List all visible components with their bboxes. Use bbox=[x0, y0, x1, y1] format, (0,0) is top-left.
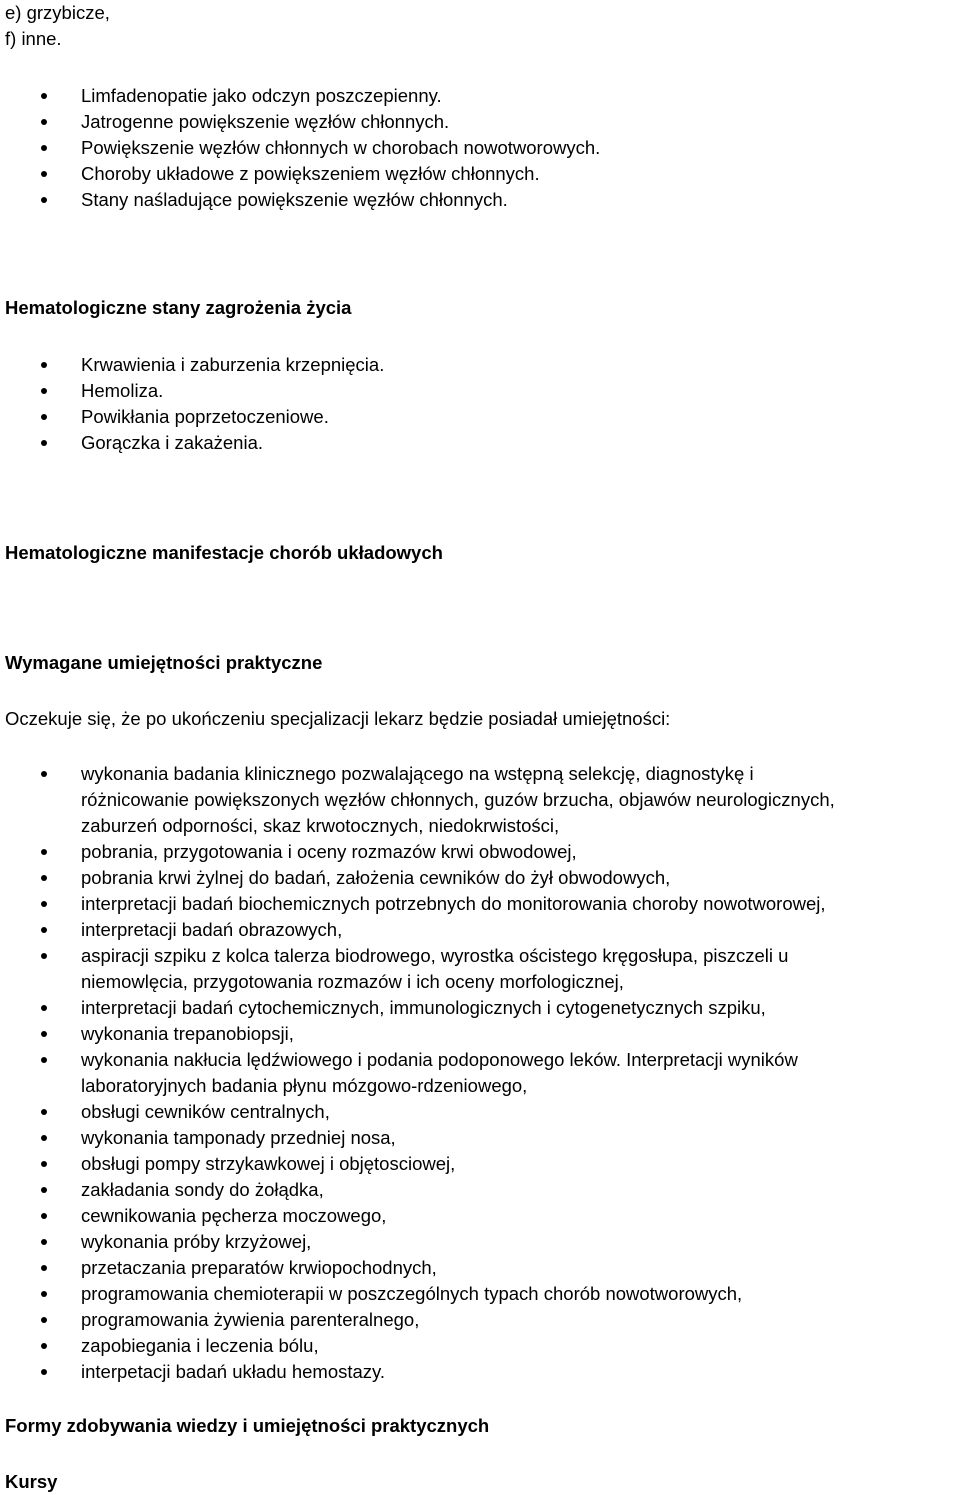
bullet-icon bbox=[41, 414, 47, 420]
bullet-icon bbox=[41, 171, 47, 177]
bullet-icon bbox=[41, 953, 47, 959]
bullet-list-emergencies bbox=[0, 352, 960, 456]
bullet-icon bbox=[41, 362, 47, 368]
list-item: zakładania sondy do żołądka, bbox=[0, 1177, 960, 1203]
list-item: Choroby układowe z powiększeniem węzłów chłonnych. bbox=[0, 161, 960, 187]
list-item: Powiększenie węzłów chłonnych w chorobach nowotworowych. bbox=[0, 135, 960, 161]
bullet-icon bbox=[41, 1057, 47, 1063]
bullet-icon bbox=[41, 1187, 47, 1193]
list-item-e: e) grzybicze, bbox=[5, 2, 110, 23]
bullet-icon bbox=[41, 388, 47, 394]
list-item: cewnikowania pęcherza moczowego, bbox=[0, 1203, 960, 1229]
list-item-f: f) inne. bbox=[5, 28, 62, 49]
bullet-icon bbox=[41, 1239, 47, 1245]
bullet-list-skills bbox=[0, 761, 960, 1385]
section-heading: Wymagane umiejętności praktyczne bbox=[5, 652, 323, 673]
list-item: Stany naśladujące powiększenie węzłów chłonnych. bbox=[0, 187, 960, 213]
bullet-icon bbox=[41, 1369, 47, 1375]
bullet-icon bbox=[41, 440, 47, 446]
bullet-icon bbox=[41, 1109, 47, 1115]
list-item: interpretacji badań biochemicznych potrzebnych do monitorowania choroby nowotworowej, bbox=[0, 891, 960, 917]
bullet-icon bbox=[41, 1291, 47, 1297]
bullet-icon bbox=[41, 875, 47, 881]
bullet-icon bbox=[41, 119, 47, 125]
list-item: Krwawienia i zaburzenia krzepnięcia. bbox=[0, 352, 960, 378]
bullet-icon bbox=[41, 145, 47, 151]
list-item: wykonania nakłucia lędźwiowego i podania podoponowego leków. Interpretacji wyników laboratoryjnych badania płynu mózgowo-rdzeniowego, bbox=[0, 1047, 960, 1099]
bullet-icon bbox=[41, 927, 47, 933]
list-item: Powikłania poprzetoczeniowe. bbox=[0, 404, 960, 430]
list-item: Limfadenopatie jako odczyn poszczepienny. bbox=[0, 83, 960, 109]
list-item: Gorączka i zakażenia. bbox=[0, 430, 960, 456]
bullet-icon bbox=[41, 1213, 47, 1219]
list-item: aspiracji szpiku z kolca talerza biodrowego, wyrostka ościstego kręgosłupa, piszczeli u niemowlęcia, przygotowania rozmazów i ich oceny morfologicznej, bbox=[0, 943, 960, 995]
intro-paragraph: Oczekuje się, że po ukończeniu specjalizacji lekarz będzie posiadał umiejętności: bbox=[5, 708, 671, 729]
bullet-icon bbox=[41, 1031, 47, 1037]
bullet-icon bbox=[41, 849, 47, 855]
list-item: wykonania próby krzyżowej, bbox=[0, 1229, 960, 1255]
list-item: programowania chemioterapii w poszczególnych typach chorób nowotworowych, bbox=[0, 1281, 960, 1307]
list-item: programowania żywienia parenteralnego, bbox=[0, 1307, 960, 1333]
section-heading: Formy zdobywania wiedzy i umiejętności praktycznych bbox=[5, 1415, 490, 1436]
bullet-list-lymphadenopathy bbox=[0, 83, 960, 213]
bullet-icon bbox=[41, 901, 47, 907]
list-item: pobrania krwi żylnej do badań, założenia cewników do żył obwodowych, bbox=[0, 865, 960, 891]
section-heading: Hematologiczne manifestacje chorób układowych bbox=[5, 542, 443, 563]
list-item: Hemoliza. bbox=[0, 378, 960, 404]
list-item: zapobiegania i leczenia bólu, bbox=[0, 1333, 960, 1359]
section-heading: Hematologiczne stany zagrożenia życia bbox=[5, 297, 352, 318]
bullet-icon bbox=[41, 93, 47, 99]
bullet-icon bbox=[41, 1265, 47, 1271]
bullet-icon bbox=[41, 1317, 47, 1323]
bullet-icon bbox=[41, 771, 47, 777]
list-item: interpretacji badań cytochemicznych, immunologicznych i cytogenetycznych szpiku, bbox=[0, 995, 960, 1021]
list-item: pobrania, przygotowania i oceny rozmazów krwi obwodowej, bbox=[0, 839, 960, 865]
list-item: obsługi pompy strzykawkowej i objętosciowej, bbox=[0, 1151, 960, 1177]
bullet-icon bbox=[41, 1161, 47, 1167]
bullet-icon bbox=[41, 1005, 47, 1011]
bullet-icon bbox=[41, 197, 47, 203]
list-item: interpetacji badań układu hemostazy. bbox=[0, 1359, 960, 1385]
list-item: przetaczania preparatów krwiopochodnych, bbox=[0, 1255, 960, 1281]
list-item: obsługi cewników centralnych, bbox=[0, 1099, 960, 1125]
bullet-icon bbox=[41, 1343, 47, 1349]
list-item: Jatrogenne powiększenie węzłów chłonnych. bbox=[0, 109, 960, 135]
list-item: wykonania badania klinicznego pozwalającego na wstępną selekcję, diagnostykę i różnicowanie powiększonych węzłów chłonnych, guzów brzucha, objawów neurologicznych, zaburzeń odporności, skaz krwotocznych, niedokrwistości, bbox=[0, 761, 960, 839]
list-item: wykonania tamponady przedniej nosa, bbox=[0, 1125, 960, 1151]
section-heading: Kursy bbox=[5, 1471, 58, 1492]
list-item: wykonania trepanobiopsji, bbox=[0, 1021, 960, 1047]
list-item: interpretacji badań obrazowych, bbox=[0, 917, 960, 943]
bullet-icon bbox=[41, 1135, 47, 1141]
